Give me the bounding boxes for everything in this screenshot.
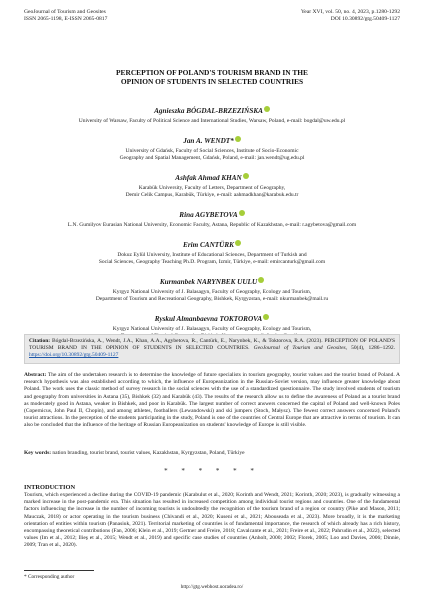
journal-url[interactable]: http://gtg.webhost.uoradea.ro/	[180, 584, 244, 590]
abstract	[24, 372, 400, 430]
author-affiliation: Geography and Spatial Management, Gdańsk, Poland, e-mail: jan.wendt@ug.edu.pl	[119, 155, 305, 161]
author-affiliation: L.N. Gumilyov Eurasian National University, Economic Faculty, Astana, Republic of Kazakhstan, e-mail: r.agybetova@gmail.com	[67, 222, 357, 228]
author-name-row	[24, 167, 400, 185]
journal-name: GeoJournal of Tourism and Geosites	[24, 9, 106, 15]
paper-title-line: OPINION OF STUDENTS IN SELECTED COUNTRIES	[120, 77, 304, 86]
citation-doi-link[interactable]: https://doi.org/10.30892/gtg.50409-1127	[29, 352, 119, 359]
author-name-row	[24, 308, 400, 326]
orcid-icon[interactable]	[243, 173, 249, 179]
author-affiliation: Department of Tourism and Recreational Geography, Bishkek, Kyrgyzstan, e-mail: nkurmanbek@mail.ru	[95, 296, 329, 302]
abstract-label: Abstract:	[24, 372, 47, 378]
orcid-icon[interactable]	[235, 136, 241, 142]
citation-box	[24, 334, 400, 364]
journal-issn: ISSN 2065-1198, E-ISSN 2065-0817	[24, 16, 108, 23]
author-block	[24, 234, 400, 266]
author-name-row	[24, 234, 400, 252]
abstract-text: The aim of the undertaken research is to determine the knowledge of future specialists in tourism geography, tourist values and the tourist brand of Poland. A research hypothesis was also established according to which, the influence of Europeanization in the Russian-Soviet version, may influence greater knowledge about Poland. The work uses the classic method of survey research in the social sciences with the use of a standardized questionnaire. The study involved students of tourism and geography from universities in Astana (35), Bishkek (32) and Karabük (43). The results of the research allow us to define the awareness of Poland as a tourist brand as moderately good in Astana, weaker in Bishkek, and poor in Karabük. The largest number of correct answers concerned the capital of Poland and well-known Poles (Copernicus, John Paul II, Chopin), and among athletes, footballers (Lewandowski) and ski jumpers (Stoch, Małysz). The fewest correct answers concerned Poland's tourist attractions. In the perception of the students participating in the study, Poland is one of the countries of Central Europe that are attractive in terms of tourism. It can also be concluded that the influence of the heritage of Russian Europeanization on students' knowledge of Europe is still visible.	[24, 372, 400, 429]
citation-label: Citation:	[29, 338, 51, 344]
author-affiliation: University of Warsaw, Faculty of Political Science and International Studies, Warsaw, Poland, e-mail: bogdal@uw.edu.pl	[78, 118, 346, 124]
citation-text: Bógdal-Brzezińska, A., Wendt, J.A., Khan, A.A., Agybetova, R., Cantürk, E., Narynbek, K., & Toktorova, R.A. (2023). PERCEPTION OF POLAND'S TOURISM BRAND IN THE OPINION OF STUDENTS IN SELECTED COUNTRIES.	[29, 338, 396, 352]
footnote: * Corresponding author	[24, 574, 75, 580]
author-name-row	[24, 204, 400, 222]
author-block	[24, 167, 400, 199]
author-name-row	[24, 100, 400, 118]
author-name: Rina AGYBETOVA	[179, 211, 238, 219]
section-divider: * * * * * *	[164, 467, 260, 475]
orcid-icon[interactable]	[264, 106, 270, 112]
paper-title	[60, 68, 364, 86]
author-name: Ryskul Almanbaevna TOKTOROVA	[154, 315, 263, 323]
author-affiliation: Karabük University, Faculty of Letters, Department of Geography,	[138, 185, 286, 191]
author-affiliation: Social Sciences, Geography Teaching Ph.D. Program, Izmir, Türkiye, e-mail: emircanturk@gmail.com	[98, 259, 326, 265]
introduction-heading: INTRODUCTION	[24, 484, 76, 491]
author-block	[24, 100, 400, 125]
author-name: Ashfak Ahmad KHAN	[175, 174, 242, 182]
author-name-row	[24, 271, 400, 289]
author-affiliation: Dokuz Eylül University, Institute of Educational Sciences, Department of Turkish and	[117, 252, 307, 258]
keywords-text: nation branding, tourist brand, tourist values, Kazakhstan, Kyrgyzstan, Poland, Türkiye	[52, 450, 245, 456]
author-list	[24, 100, 400, 345]
keywords	[24, 450, 400, 457]
author-name-row	[24, 130, 400, 148]
author-name: Jan A. WENDT*	[183, 137, 234, 145]
author-block	[24, 204, 400, 229]
orcid-icon[interactable]	[258, 277, 264, 283]
citation-volume: , 50(4), 1286−1292.	[345, 345, 396, 352]
author-block	[24, 271, 400, 303]
author-name: Erim CANTÜRK	[183, 241, 234, 249]
author-affiliation: Demir Celik Campus, Karabük, Türkiye, e-mail: aahmadkhan@karabuk.edu.tr	[125, 192, 299, 198]
paper-title-line: PERCEPTION OF POLAND'S TOURISM BRAND IN THE	[116, 68, 308, 77]
author-affiliation: Kyrgyz National University of J. Balasagyn, Faculty of Geography, Ecology and Tourism,	[112, 326, 312, 332]
keywords-label: Key words:	[24, 450, 52, 456]
author-name: Agnieszka BÓGDAL-BRZEZIŃSKA	[154, 107, 263, 115]
footnote-rule	[24, 570, 94, 571]
journal-doi: DOI 10.30892/gtg.50409-1127	[330, 16, 400, 23]
journal-header-left	[24, 9, 107, 23]
citation-journal: GeoJournal of Tourism and Geosites	[253, 345, 346, 352]
author-affiliation: Kyrgyz National University of J. Balasagyn, Faculty of Geography, Ecology and Tourism,	[112, 289, 312, 295]
journal-volume: Year XVI, vol. 50, no. 4, 2023, p.1280-1292	[300, 9, 400, 15]
author-affiliation: University of Gdańsk, Faculty of Social Sciences, Institute of Socio-Economic	[125, 148, 299, 154]
orcid-icon[interactable]	[263, 314, 269, 320]
orcid-icon[interactable]	[239, 210, 245, 216]
author-name: Kurmanbek NARYNBEK UULU	[159, 278, 258, 286]
author-block	[24, 130, 400, 162]
introduction-text: Tourism, which experienced a decline during the COVID-19 pandemic (Karabulut et al., 2020; Korinth and Wendt, 2021; Korinth, 2020; 2023), is gradually witnessing a marked increase in the post-pandemic era. This situation has resulted in increased competition among individual tourist regions and countries. One of the fundamental factors influencing the increase in the number of incoming tourists is undoubtedly the recognition of the tourism brand of a region or country (Pike and Mason, 2011; Mauczak, 2018) or actor operating in the tourism business (Chivandi et al., 2020; Kuseni et al., 2021; Abouseada et al., 2023). More broadly, it is the marketing orientation of entities within tourism (Panasiuk, 2021). Territorial marketing of countries is of fundamental importance, the research of which already has a rich history, encompassing theoretical contributions (Fan, 2006; Klein et al., 2019; Gertner and Freire, 2018; Cavalcante et al., 2021; Freire et al., 2022; Pahrudin et al., 2022), selected values (Im et al., 2012; Ilieş et al., 2015; Wendt et al., 2019) and specific case studies of countries (Anholt, 2000; 2002; Florek, 2005; Loo and Davies, 2006; Dinnie, 2009; Tran et al., 2020).	[24, 492, 400, 549]
orcid-icon[interactable]	[235, 240, 241, 246]
journal-header-right	[301, 9, 400, 23]
